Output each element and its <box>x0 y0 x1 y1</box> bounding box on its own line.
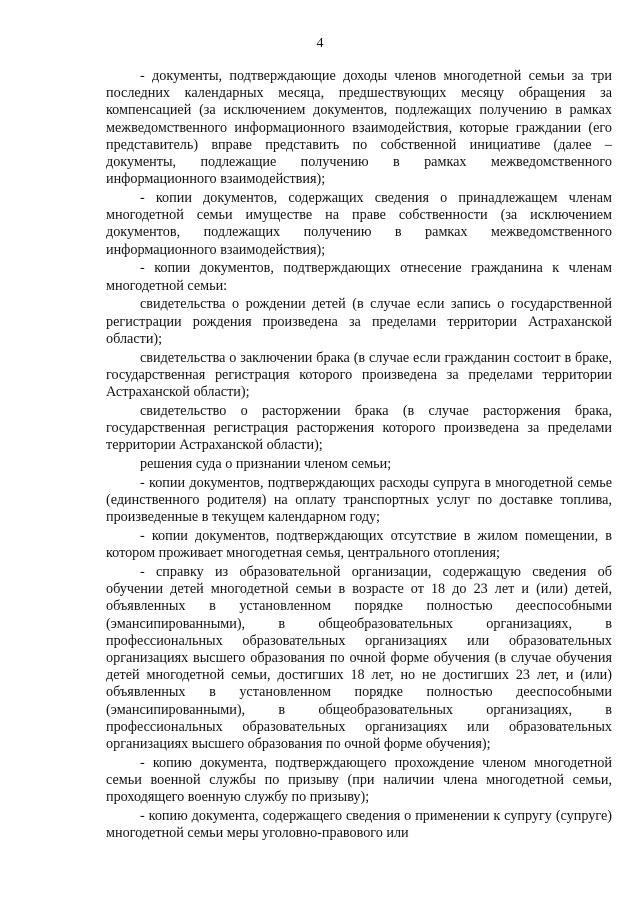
paragraph-no-central-heating: - копии документов, подтверждающих отсутствие в жилом помещении, в котором проживает многодетная семья, центрального отопления; <box>106 528 612 562</box>
paragraph-family-membership: - копии документов, подтверждающих отнесение гражданина к членам многодетной семьи: <box>106 260 612 294</box>
paragraph-income-documents: - документы, подтверждающие доходы членов многодетной семьи за три последних календарных месяца, предшествующих месяцу обращения за компенсацией (за исключением документов, подлежащих получению в рамках межведомственного информационного взаимодействия, которые граждании (его представитель) вправе представить по собственной инициативе (далее – документы, подлежащие получению в рамках межведомственного информационного взаимодействия); <box>106 68 612 188</box>
paragraph-divorce-certificate: свидетельство о расторжении брака (в случае расторжения брака, государственная регистрация расторжения которого произведена за пределами территории Астраханской области); <box>106 402 612 454</box>
paragraph-criminal-measure: - копию документа, содержащего сведения о применении к супругу (супруге) многодетной семьи меры уголовно-правового или <box>106 808 612 842</box>
paragraph-military-service: - копию документа, подтверждающего прохождение членом многодетной семьи военной службы по призыву (при наличии члена многодетной семьи, проходящего военную службу по призыву); <box>106 754 612 806</box>
paragraph-court-decision: решения суда о признании членом семьи; <box>140 456 392 473</box>
paragraph-marriage-certificates: свидетельства о заключении брака (в случае если гражданин состоит в браке, государственная регистрация которого произведена за пределами территории Астраханской области); <box>106 349 612 401</box>
page-number: 4 <box>316 36 324 51</box>
paragraph-fuel-delivery-expenses: - копии документов, подтверждающих расходы супруга в многодетной семье (единственного родителя) на оплату транспортных услуг по доставке топлива, произведенные в текущем календарном году; <box>106 474 612 526</box>
paragraph-property-documents: - копии документов, содержащих сведения о принадлежащем членам многодетной семьи имуществе на праве собственности (за исключением документов, подлежащих получению в рамках межведомственного информационного взаимодействия); <box>106 190 612 258</box>
paragraph-education-certificate: - справку из образовательной организации, содержащую сведения об обучении детей многодетной семьи в возрасте от 18 до 23 лет и (или) детей, объявленных в установленном порядке полностью дееспособными (эмансипированными), в общеобразовательных организациях, в профессиональных образовательных организациях или образовательных организациях высшего образования по очной форме обучения (в случае обучения детей многодетной семьи, достигших 18 лет, но не достигших 23 лет, и (или) объявленных в установленном порядке полностью дееспособными (эмансипированными), в общеобразовательных организациях, в профессиональных образовательных организациях или образовательных организациях высшего образования по очной форме обучения); <box>106 564 612 753</box>
paragraph-birth-certificates: свидетельства о рождении детей (в случае если запись о государственной регистрации рождения произведена за пределами территории Астраханской области); <box>106 296 612 347</box>
document-body <box>106 68 612 842</box>
